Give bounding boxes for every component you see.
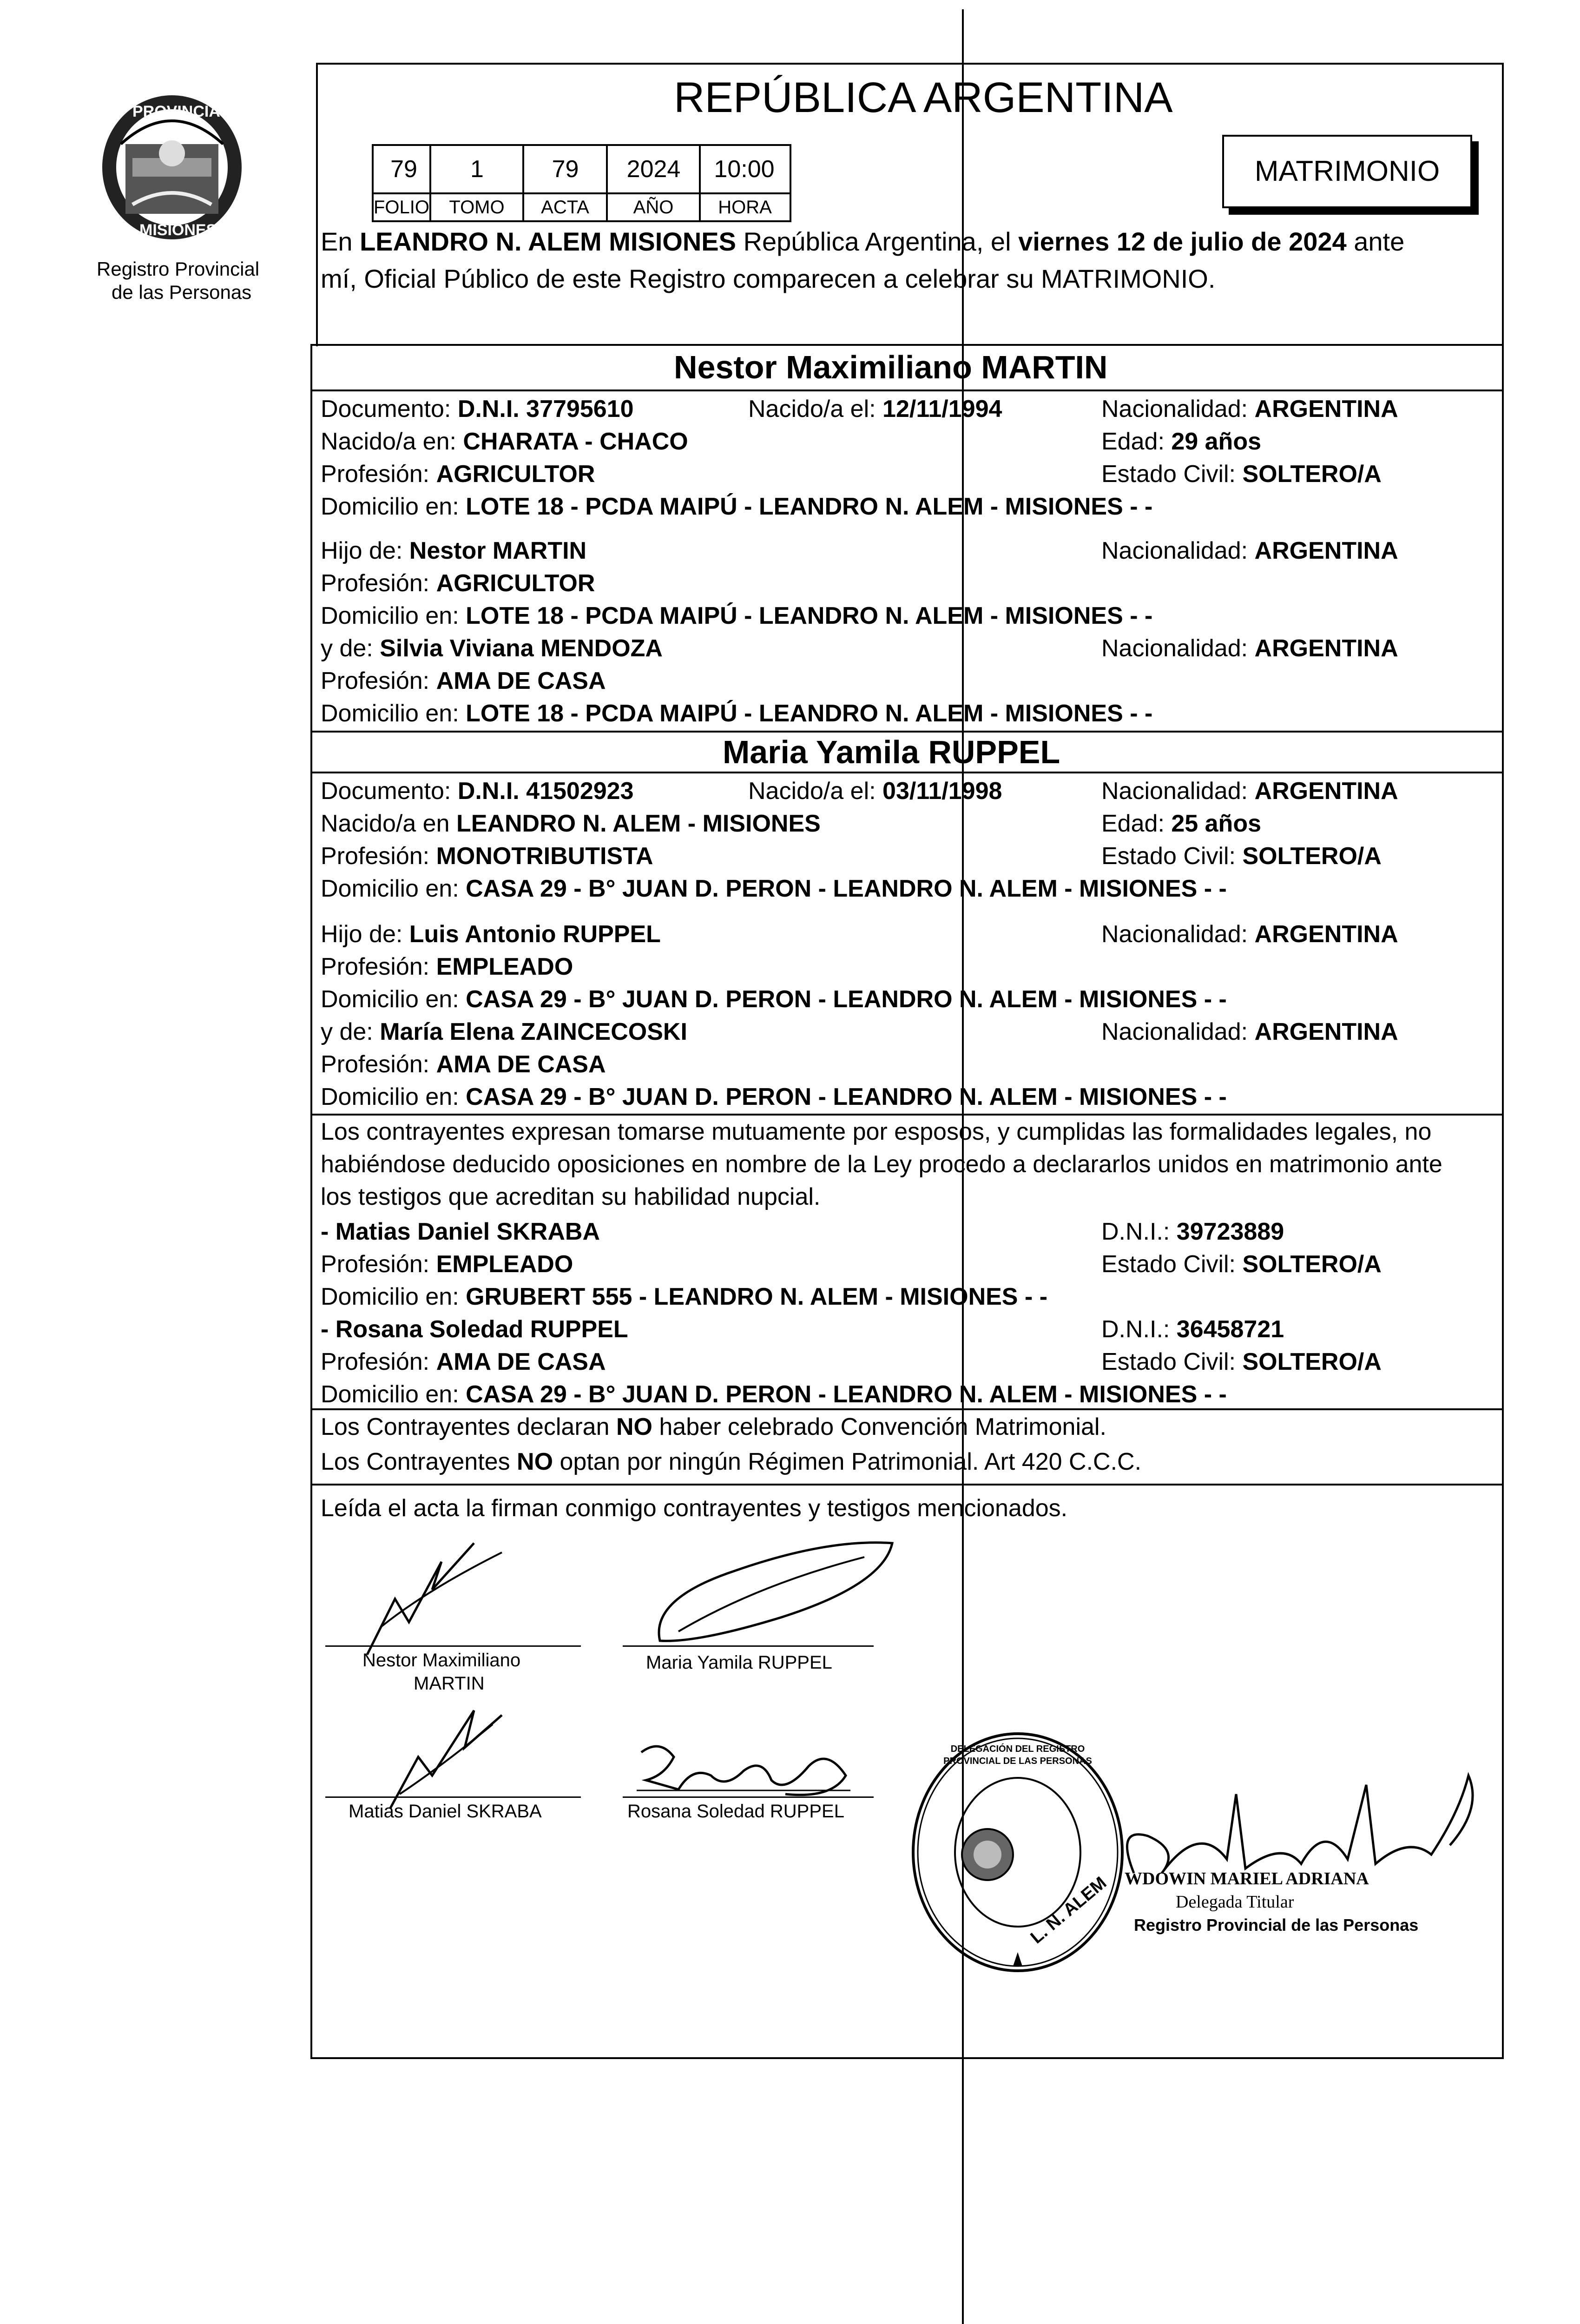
frame-left-lower [310,344,312,2059]
divider-bride-name [311,772,1504,773]
witness2-profesion: Profesión: AMA DE CASA [321,1348,606,1375]
groom-mother-nacionalidad: Nacionalidad: ARGENTINA [1101,635,1398,662]
bride-domicilio: Domicilio en: CASA 29 - B° JUAN D. PERON - LEANDRO N. ALEM - MISIONES - - [321,875,1227,902]
declaration-line-1: Los contrayentes expresan tomarse mutuamente por esposos, y cumplidas las formalidades legales, no [321,1118,1432,1145]
groom-father: Hijo de: Nestor MARTIN [321,537,587,564]
anio-value: 2024 [626,156,681,183]
divider-bride [311,1114,1504,1116]
groom-nacido: Nacido/a el: 12/11/1994 [748,396,1002,423]
groom-documento: Documento: D.N.I. 37795610 [321,396,634,423]
hora-value: 10:00 [714,156,775,183]
tomo-label: TOMO [449,197,505,218]
groom-father-domicilio: Domicilio en: LOTE 18 - PCDA MAIPÚ - LEANDRO N. ALEM - MISIONES - - [321,602,1153,629]
groom-edad: Edad: 29 años [1101,428,1261,455]
groom-father-profesion: Profesión: AGRICULTOR [321,570,595,597]
intro-line-2: mí, Oficial Público de este Registro comparecen a celebrar su MATRIMONIO. [321,264,1216,293]
tomo-value: 1 [470,156,484,183]
acta-value: 79 [552,156,579,183]
bride-edad: Edad: 25 años [1101,810,1261,837]
groom-mother-profesion: Profesión: AMA DE CASA [321,667,606,694]
crest-text-bottom: MISIONES [139,221,217,239]
convention-line-1: Los Contrayentes declaran NO haber celebrado Convención Matrimonial. [321,1413,1106,1440]
witness2-domicilio: Domicilio en: CASA 29 - B° JUAN D. PERON - LEANDRO N. ALEM - MISIONES - - [321,1381,1227,1408]
bride-signature-line [623,1645,874,1647]
declaration-line-3: los testigos que acreditan su habilidad nupcial. [321,1183,821,1210]
bride-civil: Estado Civil: SOLTERO/A [1101,843,1382,870]
bride-name: Maria Yamila RUPPEL [723,734,1060,770]
declaration-line-2: habiéndose deducido oposiciones en nombre de la Ley procedo a declararlos unidos en matrimonio ante [321,1151,1442,1178]
page-title: REPÚBLICA ARGENTINA [674,74,1173,121]
frame-left [316,63,318,346]
divider-convention [311,1484,1504,1486]
groom-domicilio: Domicilio en: LOTE 18 - PCDA MAIPÚ - LEANDRO N. ALEM - MISIONES - - [321,493,1153,520]
registry-seal [906,1729,1129,1975]
anio-label: AÑO [633,197,674,218]
convention-line-2: Los Contrayentes NO optan por ningún Régimen Patrimonial. Art 420 C.C.C. [321,1448,1142,1475]
seal-ring-text: DELEGACIÓN DEL REGISTRO PROVINCIAL DE LAS PERSONAS [943,1744,1092,1766]
witness1-profesion: Profesión: EMPLEADO [321,1251,573,1278]
groom-profesion: Profesión: AGRICULTOR [321,461,595,488]
bride-mother: y de: María Elena ZAINCECOSKI [321,1018,687,1045]
groom-mother-domicilio: Domicilio en: LOTE 18 - PCDA MAIPÚ - LEANDRO N. ALEM - MISIONES - - [321,700,1153,727]
groom-father-nacionalidad: Nacionalidad: ARGENTINA [1101,537,1398,564]
frame-top [316,63,1504,65]
groom-sig-name-1: Nestor Maximiliano [362,1650,521,1670]
divider-witnesses [311,1408,1504,1410]
bride-profesion: Profesión: MONOTRIBUTISTA [321,843,653,870]
hora-label: HORA [718,197,772,218]
closing-text: Leída el acta la firman conmigo contrayentes y testigos mencionados. [321,1495,1068,1522]
groom-signature-line [325,1645,581,1647]
bride-mother-profesion: Profesión: AMA DE CASA [321,1051,606,1078]
witness2-dni: D.N.I.: 36458721 [1101,1316,1284,1343]
witness1-dni: D.N.I.: 39723889 [1101,1218,1284,1245]
witness1-domicilio: Domicilio en: GRUBERT 555 - LEANDRO N. ALEM - MISIONES - - [321,1283,1048,1310]
official-name: WDOWIN MARIEL ADRIANA [1125,1869,1369,1888]
witness2-name: - Rosana Soledad RUPPEL [321,1316,628,1343]
record-type-box [1222,135,1472,208]
bride-documento: Documento: D.N.I. 41502923 [321,778,634,805]
divider-groom [311,731,1504,733]
folio-value: 79 [390,156,417,183]
groom-mother: y de: Silvia Viviana MENDOZA [321,635,663,662]
witness1-signature [372,1701,520,1817]
bride-father-domicilio: Domicilio en: CASA 29 - B° JUAN D. PERON - LEANDRO N. ALEM - MISIONES - - [321,986,1227,1013]
bride-lugar: Nacido/a en LEANDRO N. ALEM - MISIONES [321,810,821,837]
frame-bottom [310,2057,1504,2059]
bride-sig-name: Maria Yamila RUPPEL [646,1652,832,1673]
bride-nacido: Nacido/a el: 03/11/1998 [748,778,1002,805]
groom-sig-name-2: MARTIN [414,1673,485,1694]
folio-label: FOLIO [374,197,430,218]
intro-line-1: En LEANDRO N. ALEM MISIONES República Argentina, el viernes 12 de julio de 2024 ante [321,227,1405,256]
groom-nacionalidad: Nacionalidad: ARGENTINA [1101,396,1398,423]
registry-logo [88,88,256,246]
crest-text-top: PROVINCIA DE [132,103,246,120]
registry-caption-1: Registro Provincial [97,258,260,280]
divider-intro [311,344,1504,346]
groom-signature [353,1534,548,1664]
groom-civil: Estado Civil: SOLTERO/A [1101,461,1382,488]
witness2-signature [632,1738,855,1803]
bride-father-nacionalidad: Nacionalidad: ARGENTINA [1101,921,1398,948]
witness1-name: - Matias Daniel SKRABA [321,1218,600,1245]
official-office: Registro Provincial de las Personas [1134,1915,1419,1934]
bride-signature [641,1529,902,1650]
bride-nacionalidad: Nacionalidad: ARGENTINA [1101,778,1398,805]
record-type: MATRIMONIO [1254,155,1440,187]
witness1-sig-name: Matias Daniel SKRABA [349,1801,542,1822]
witness2-signature-line [623,1796,874,1798]
witness2-civil: Estado Civil: SOLTERO/A [1101,1348,1382,1375]
frame-right [1502,63,1504,2059]
record-id-table [372,144,791,222]
bride-mother-domicilio: Domicilio en: CASA 29 - B° JUAN D. PERON - LEANDRO N. ALEM - MISIONES - - [321,1083,1227,1110]
witness1-signature-line [325,1796,581,1798]
divider-groom-name [311,390,1504,391]
seal-center-text: L. N. ALEM [1027,1873,1111,1948]
registry-caption-2: de las Personas [112,281,252,303]
bride-mother-nacionalidad: Nacionalidad: ARGENTINA [1101,1018,1398,1045]
witness2-sig-name: Rosana Soledad RUPPEL [627,1801,844,1822]
official-role: Delegada Titular [1176,1892,1294,1912]
groom-lugar: Nacido/a en: CHARATA - CHACO [321,428,688,455]
witness1-civil: Estado Civil: SOLTERO/A [1101,1251,1382,1278]
acta-label: ACTA [541,197,589,218]
groom-name: Nestor Maximiliano MARTIN [674,349,1108,385]
bride-father-profesion: Profesión: EMPLEADO [321,953,573,980]
bride-father: Hijo de: Luis Antonio RUPPEL [321,921,661,948]
